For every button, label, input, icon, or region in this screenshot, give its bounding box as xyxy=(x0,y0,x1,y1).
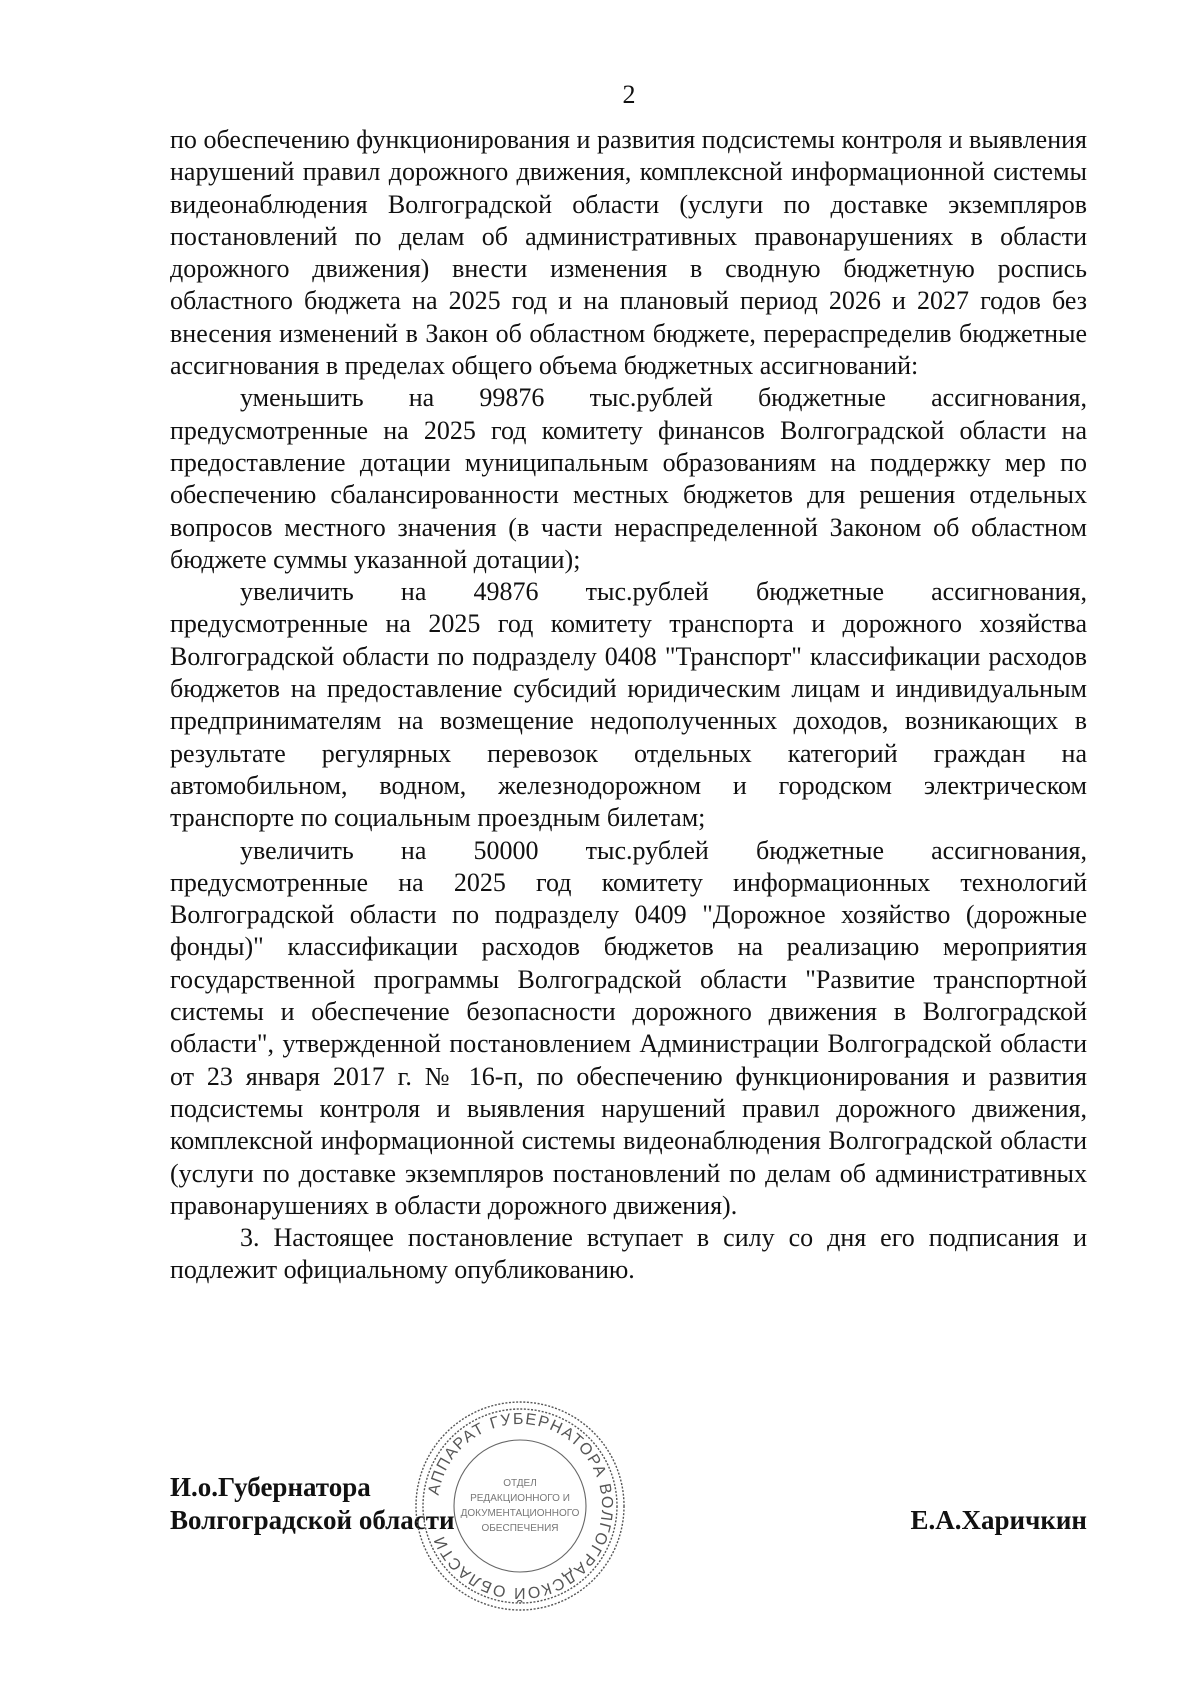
paragraph-effective-date: 3. Настоящее постановление вступает в силу со дня его подписания и подлежит официальному опубликованию. xyxy=(170,1223,1087,1285)
paragraph-increase-it: увеличить на 50000 тыс.рублей бюджетные ассигнования, предусмотренные на 2025 год комитету информационных технологий Волгоградской области по подразделу 0409 "Дорожное хозяйство (дорожные фонды)" классификации расходов бюджетов на реализацию мероприятия государственной программы Волгоградской области "Развитие транспортной системы и обеспечение безопасности дорожного движения в Волгоградской области", утвержденной постановлением Администрации Волгоградской области от 23 января 2017 г. № 16-п, по обеспечению функционирования и развития подсистемы контроля и выявления нарушений правил дорожного движения, комплексной информационной системы видеонаблюдения Волгоградской области (услуги по доставке экземпляров постановлений по делам об административных правонарушениях в области дорожного движения). xyxy=(170,835,1087,1220)
seal-ring-text: АППАРАТ ГУБЕРНАТОРА ВОЛГОГРАДСКОЙ ОБЛАСТИ xyxy=(425,1410,616,1602)
seal-inner-line2: РЕДАКЦИОННОГО И xyxy=(470,1493,570,1504)
seal-inner-line3: ДОКУМЕНТАЦИОННОГО xyxy=(460,1508,580,1519)
paragraph-decrease: уменьшить на 99876 тыс.рублей бюджетные ассигнования, предусмотренные на 2025 год комитету финансов Волгоградской области на предоставление дотации муниципальным образованиям на поддержку мер по обеспечению сбалансированности местных бюджетов для решения отдельных вопросов местного значения (в части нераспределенной Законом об областном бюджете суммы указанной дотации); xyxy=(170,383,1087,574)
document-body xyxy=(170,124,1087,1287)
signatory-name: Е.А.Харичкин xyxy=(910,1505,1087,1535)
seal-inner-line1: ОТДЕЛ xyxy=(503,1478,537,1489)
page-number: 2 xyxy=(622,80,636,109)
signatory-title-line1: И.о.Губернатора xyxy=(170,1472,371,1502)
paragraph-continuation: по обеспечению функционирования и развития подсистемы контроля и выявления нарушений правил дорожного движения, комплексной информационной системы видеонаблюдения Волгоградской области (услуги по доставке экземпляров постановлений по делам об административных правонарушениях в области дорожного движения) внести изменения в сводную бюджетную роспись областного бюджета на 2025 год и на плановый период 2026 и 2027 годов без внесения изменений в Закон об областном бюджете, перераспределив бюджетные ассигнования в пределах общего объема бюджетных ассигнований: xyxy=(170,125,1087,381)
official-seal xyxy=(412,1398,628,1614)
signatory-title-line2: Волгоградской области xyxy=(170,1505,455,1535)
seal-inner-line4: ОБЕСПЕЧЕНИЯ xyxy=(481,1523,559,1534)
paragraph-increase-transport: увеличить на 49876 тыс.рублей бюджетные ассигнования, предусмотренные на 2025 год комитету транспорта и дорожного хозяйства Волгоградской области по подразделу 0408 "Транспорт" классификации расходов бюджетов на предоставление субсидий юридическим лицам и индивидуальным предпринимателям на возмещение недополученных доходов, возникающих в результате регулярных перевозок отдельных категорий граждан на автомобильном, водном, железнодорожном и городском электрическом транспорте по социальным проездным билетам; xyxy=(170,577,1087,833)
